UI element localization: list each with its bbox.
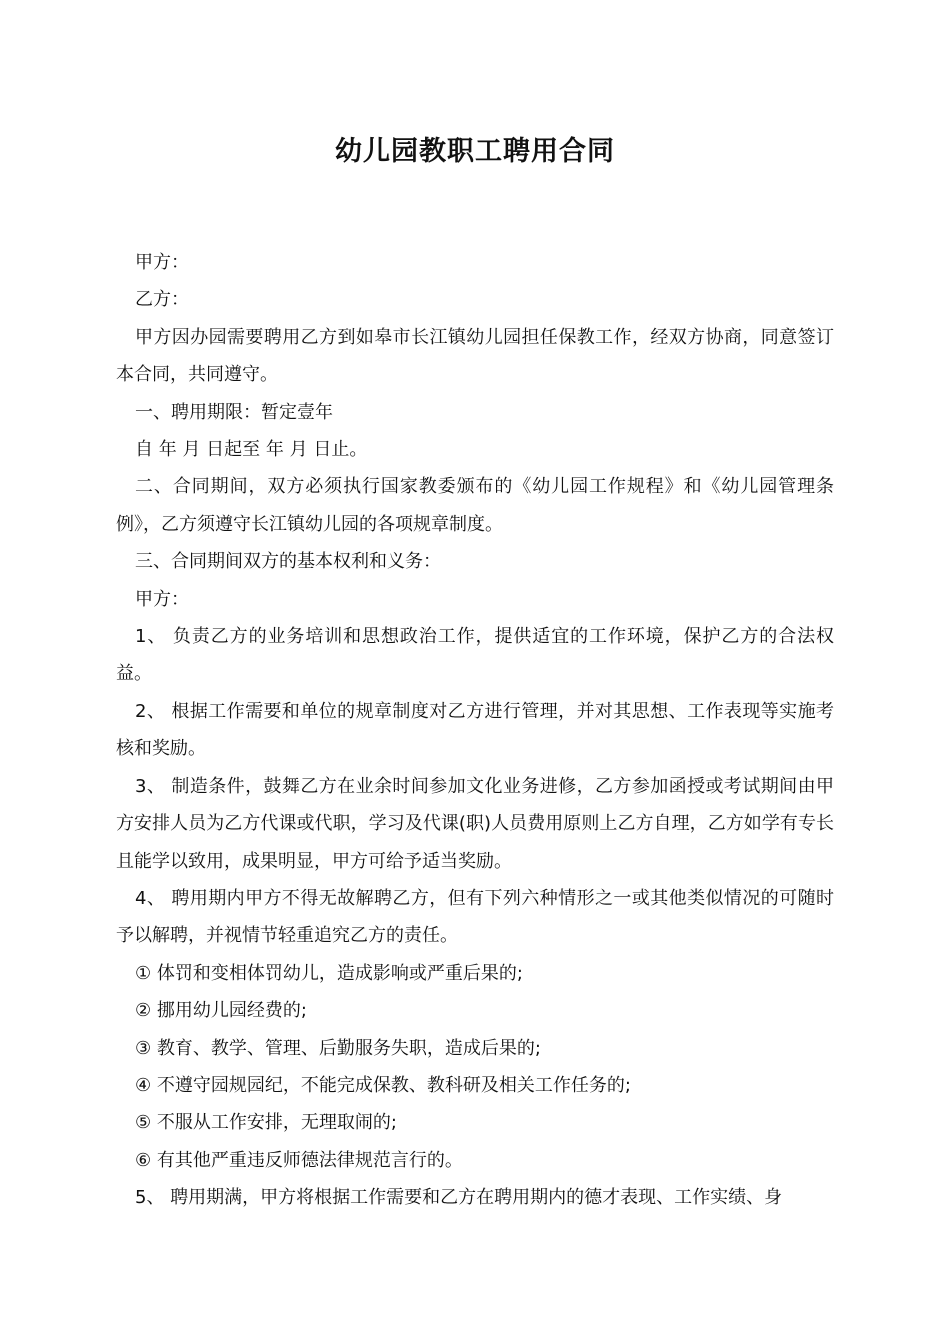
- dismissal-reason-2: ② 挪用幼儿园经费的;: [135, 1000, 307, 1022]
- party-a-line: 甲方：: [135, 252, 189, 273]
- party-b-line: 乙方：: [135, 289, 189, 311]
- dismissal-reason-1: ① 体罚和变相体罚幼儿，造成影响或严重后果的;: [135, 962, 523, 984]
- term-dates-line: 自 年 月 日起至 年 月 日止。: [135, 439, 368, 461]
- duty-item-1: 1、 负责乙方的业务培训和思想政治工作，提供适宜的工作环境，保护乙方的合法权益。: [116, 626, 834, 685]
- intro-paragraph: 甲方因办园需要聘用乙方到如皋市长江镇幼儿园担任保教工作，经双方协商，同意签订本合同，共同遵守。: [116, 326, 834, 386]
- dismissal-reason-6: ⑥ 有其他严重违反师德法律规范言行的。: [135, 1149, 463, 1171]
- document-body: [116, 244, 834, 1217]
- duty-item-4: 4、 聘用期内甲方不得无故解聘乙方，但有下列六种情形之一或其他类似情况的可随时予以解聘，并视情节轻重追究乙方的责任。: [116, 887, 834, 947]
- clause-1-term: 一、聘用期限：暂定壹年: [135, 401, 333, 423]
- duty-item-5: 5、 聘用期满，甲方将根据工作需要和乙方在聘用期内的德才表现、工作实绩、身: [135, 1187, 783, 1209]
- dismissal-reason-4: ④ 不遵守园规园纪，不能完成保教、教科研及相关工作任务的;: [135, 1074, 631, 1096]
- clause-2-regulations: 二、合同期间，双方必须执行国家教委颁布的《幼儿园工作规程》和《幼儿园管理条例》，乙方须遵守长江镇幼儿园的各项规章制度。: [116, 476, 834, 535]
- duty-item-3: 3、 制造条件，鼓舞乙方在业余时间参加文化业务进修，乙方参加函授或考试期间由甲方安排人员为乙方代课或代职，学习及代课(职)人员费用原则上乙方自理，乙方如学有专长且能学以致用，成果明显，甲方可给予适当奖励。: [116, 775, 834, 872]
- party-a-duties-heading: 甲方：: [135, 588, 189, 610]
- document-title: 幼儿园教职工聘用合同: [335, 136, 615, 167]
- dismissal-reason-3: ③ 教育、教学、管理、后勤服务失职，造成后果的;: [135, 1037, 541, 1059]
- clause-3-heading: 三、合同期间双方的基本权利和义务：: [135, 551, 441, 573]
- duty-item-2: 2、 根据工作需要和单位的规章制度对乙方进行管理，并对其思想、工作表现等实施考核和奖励。: [116, 700, 834, 760]
- dismissal-reason-5: ⑤ 不服从工作安排，无理取闹的;: [135, 1112, 397, 1134]
